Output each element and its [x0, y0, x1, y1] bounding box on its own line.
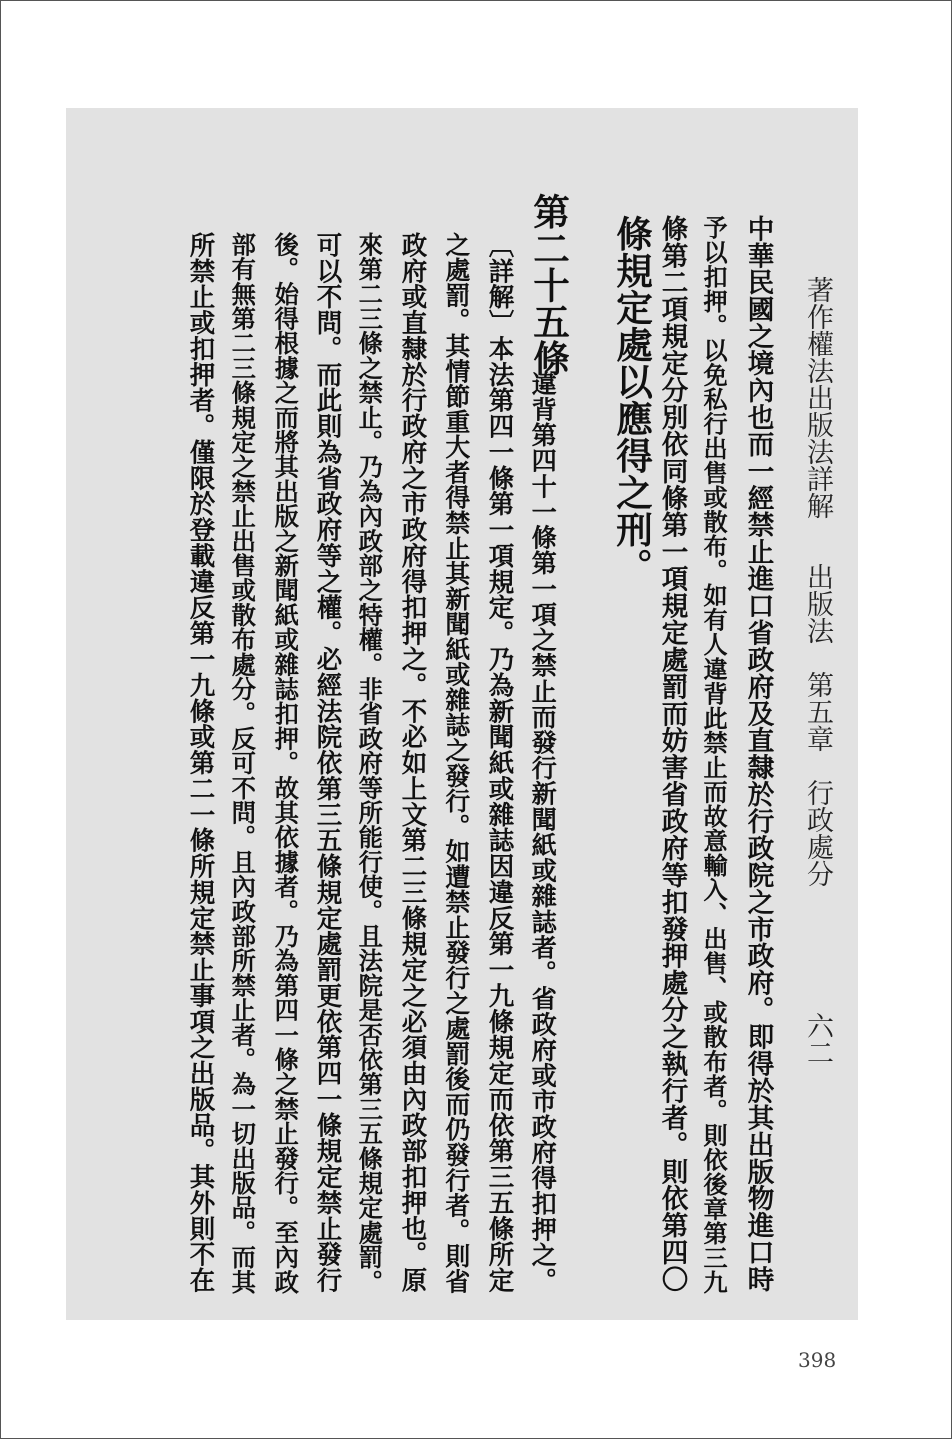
- text-column-6: 〔詳解〕本法第四一條第一項規定。乃為新聞紙或雜誌因違反第一九條規定而依第三五條所定: [484, 232, 515, 1294]
- text-column-4: 條規定處以應得之刑。: [610, 215, 654, 585]
- text-column-2: 予以扣押。以免私行出售或散布。如有人違背此禁止而故意輸入、出售、或散布者。則依後章第三九: [699, 215, 729, 1295]
- text-column-3: 條第二項規定分別依同條第一項規定處罰而妨害省政府等扣發押處分之執行者。則依第四〇: [656, 215, 688, 1293]
- article-heading: 第二十五條: [527, 193, 571, 376]
- scan-page-number: 398: [798, 1348, 837, 1372]
- text-column-1: 中華民國之境內也而一經禁止進口省政府及直隸於行政院之市政府。即得於其出版物進口時: [742, 215, 774, 1293]
- text-column-13: 所禁止或扣押者。僅限於登載違反第一九條或第二一條所規定禁止事項之出版品。其外則不在: [185, 232, 216, 1294]
- running-head-section: 出版法 第五章 行政處分: [802, 563, 833, 887]
- running-head-title: 著作權法出版法詳解: [802, 276, 833, 519]
- text-column-8: 政府或直隸於行政府之市政府得扣押之。不必如上文第二三條規定之必須由內政部扣押也。原: [397, 232, 428, 1294]
- running-head-page: 六二: [802, 1012, 833, 1066]
- text-column-5: 違背第四十一條第一項之禁止而發行新聞紙或雜誌者。省政府或市政府得扣押之。: [528, 345, 559, 1293]
- text-column-9: 來第二三條之禁止。乃為內政部之特權。非省政府等所能行使。且法院是否依第三五條規定處罰。: [354, 232, 384, 1295]
- text-column-10: 可以不問。而此則為省政府等之權。必經法院依第三五條規定處罰更依第四一條規定禁止發行: [312, 232, 343, 1294]
- text-column-12: 部有無第二三條規定之禁止出售或散布處分。反可不問。且內政部所禁止者。為一切出版品。而其: [227, 232, 257, 1295]
- text-column-11: 後。始得根據之而將其出版之新聞紙或雜誌扣押。故其依據者。乃為第四一條之禁止發行。至內政: [270, 232, 300, 1295]
- text-column-7: 之處罰。其情節重大者得禁止其新聞紙或雜誌之發行。如遭禁止發行之處罰後而仍發行者。則省: [441, 232, 471, 1294]
